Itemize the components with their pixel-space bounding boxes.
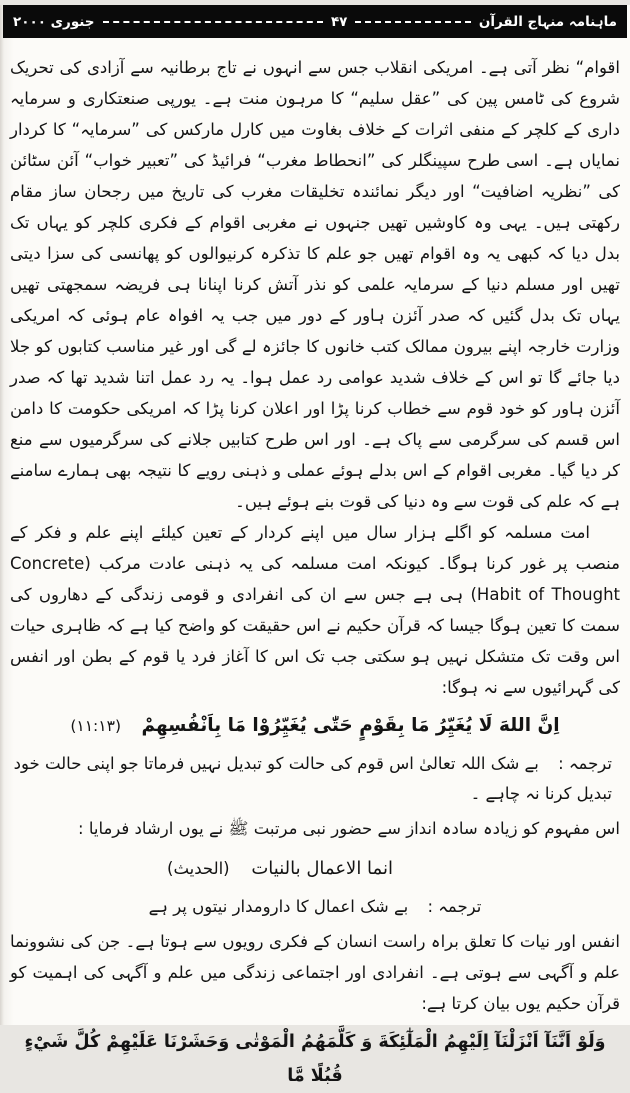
hadith-source: (الحدیث) xyxy=(167,859,230,878)
page-header xyxy=(3,5,627,38)
page-body xyxy=(0,38,630,1093)
hadith-intro-line: اس مفہوم کو زیادہ سادہ انداز سے حضور نبی مرتبت ﷺ نے یوں ارشاد فرمایا : xyxy=(78,819,620,838)
quran-verse-1-arabic: اِنَّ اللهَ لَا يُغَيِّرُ مَا بِقَوْمٍ حَتّٰى يُغَيِّرُوْا مَا بِاَنْفُسِهِمْ xyxy=(141,715,560,736)
magazine-title: ماہنامہ منہاج القرآن xyxy=(478,13,617,30)
translation-row-1 xyxy=(10,749,620,809)
body-paragraph-3: انفس اور نیات کا تعلق براہ راست انسان کے فکری رویوں سے ہوتا ہے۔ جن کی نشوونما علم و آگہی سے ہوتی ہے۔ انفرادی اور اجتماعی زندگی میں علم و آگہی کی اہمیت کو قرآن حکیم یوں بیان کرتا ہے: xyxy=(10,932,620,1013)
hadith-arabic: انما الاعمال بالنیات xyxy=(251,858,393,879)
quran-verse-1 xyxy=(10,707,620,745)
issue-date: جنوری ۲۰۰۰ xyxy=(13,13,95,30)
magazine-page xyxy=(0,5,630,1086)
hadith-line xyxy=(10,852,550,886)
header-dash-line-right xyxy=(355,21,470,23)
quran-verse-1-reference: (۱۱:۱۳) xyxy=(70,717,121,735)
header-dash-line-left xyxy=(103,21,323,23)
translation-2-text: بے شک اعمال کا دارومدار نیتوں پر ہے xyxy=(148,897,409,916)
body-paragraph-1: اقوام“ نظر آتی ہے۔ امریکی انقلاب جس سے انہوں نے تاج برطانیہ سے آزادی کی تحریک شروع کی ٹامس پین کی ”عقل سلیم“ کا مرہون منت ہے۔ یورپی صنعتکاری و سرمایہ داری کے کلچر کے منفی اثرات کے خلاف بغاوت میں کارل مارکس کی ”سرمایہ“ کا کردار نمایاں ہے۔ اسی طرح سپینگلر کی ”انحطاط مغرب“ فرائیڈ کی ”تعبیر خواب“ آئن سٹائن کی ”نظریہ اضافیت“ اور دیگر نمائندہ تخلیقات مغرب کی تاریخ میں رجحان ساز مقام رکھتی ہیں۔ یہی وہ کاوشیں تھیں جنہوں نے مغربی اقوام کے فکری کلچر کو یہاں تک بدل دیا کہ کبھی یہ وہ اقوام تھیں جو علم کا تذکرہ کرنیوالوں کو پھانسی کی سزا دیتی تھیں اور مسلم دنیا کے سرمایہ علمی کو نذر آتش کرنا اپنانا ہی فریضہ سمجھتی تھیں یہاں تک بدل گئیں کہ صدر آئزن ہاور کے دور میں جب یہ افواہ عام ہوئی کہ امریکی وزارت خارجہ اپنے بیرون ممالک کتب خانوں کا جائزہ لے گی اور غیر مناسب کتابوں کو جلا دیا جائے گا تو اس کے خلاف شدید عوامی رد عمل ہوا۔ یہ رد عمل اتنا شدید تھا کہ صدر آئزن ہاور کو خود قوم سے خطاب کرنا پڑا اور اعلان کرنا پڑا کہ امریکی حکومت کا دامن اس قسم کی سرگرمی سے پاک ہے۔ اور اس طرح کتابیں جلانے کی سرگرمیوں سے منع کر دیا گیا۔ مغربی اقوام کے اس بدلے ہوئے عملی و ذہنی رویے کا نتیجہ بھی ہمارے سامنے ہے کہ علم کی قوت سے وہ دنیا کی قوت بنے ہوئے ہیں۔ xyxy=(10,58,620,511)
page-number: ۴۷ xyxy=(330,13,348,30)
translation-2-label: ترجمہ : xyxy=(427,897,482,916)
translation-1-label: ترجمہ : xyxy=(558,754,612,773)
translation-1-text: بے شک اللہ تعالیٰ اس قوم کی حالت کو تبدیل نہیں فرماتا جو اپنی حالت خود تبدیل کرنا نہ چاہے ۔ xyxy=(13,754,612,803)
body-paragraph-2: امت مسلمہ کو اگلے ہزار سال میں اپنے کردار کے تعین کیلئے اپنے علم و فکر کے منصب پر غور کرنا ہوگا۔ کیونکہ امت مسلمہ کی یہ ذہنی عادت مرکب (Concrete Habit of Thought) ہی ہے جس سے ان کی انفرادی و قومی زندگی کے دھاروں کی سمت کا تعین ہوگا جیسا کہ قرآن حکیم نے اس حقیقت کو واضح کیا ہے کہ ظاہری حیات اس وقت تک متشکل نہیں ہو سکتی جب تک اس کا آغاز فرد یا قوم کے بطن اور انفس کی گہرائیوں سے نہ ہوگا: xyxy=(10,523,620,697)
quran-verse-2: وَلَوْ اَنَّنَآ اَنْزَلْنَآ اِلَيْهِمُ الْمَلٰٓئِكَةَ وَ كَلَّمَهُمُ الْمَوْتٰى وَحَشَرْنَا عَلَيْهِمْ كُلَّ شَيْءٍ قُبُلًا مَّا xyxy=(24,1032,606,1086)
translation-row-2 xyxy=(10,892,620,922)
